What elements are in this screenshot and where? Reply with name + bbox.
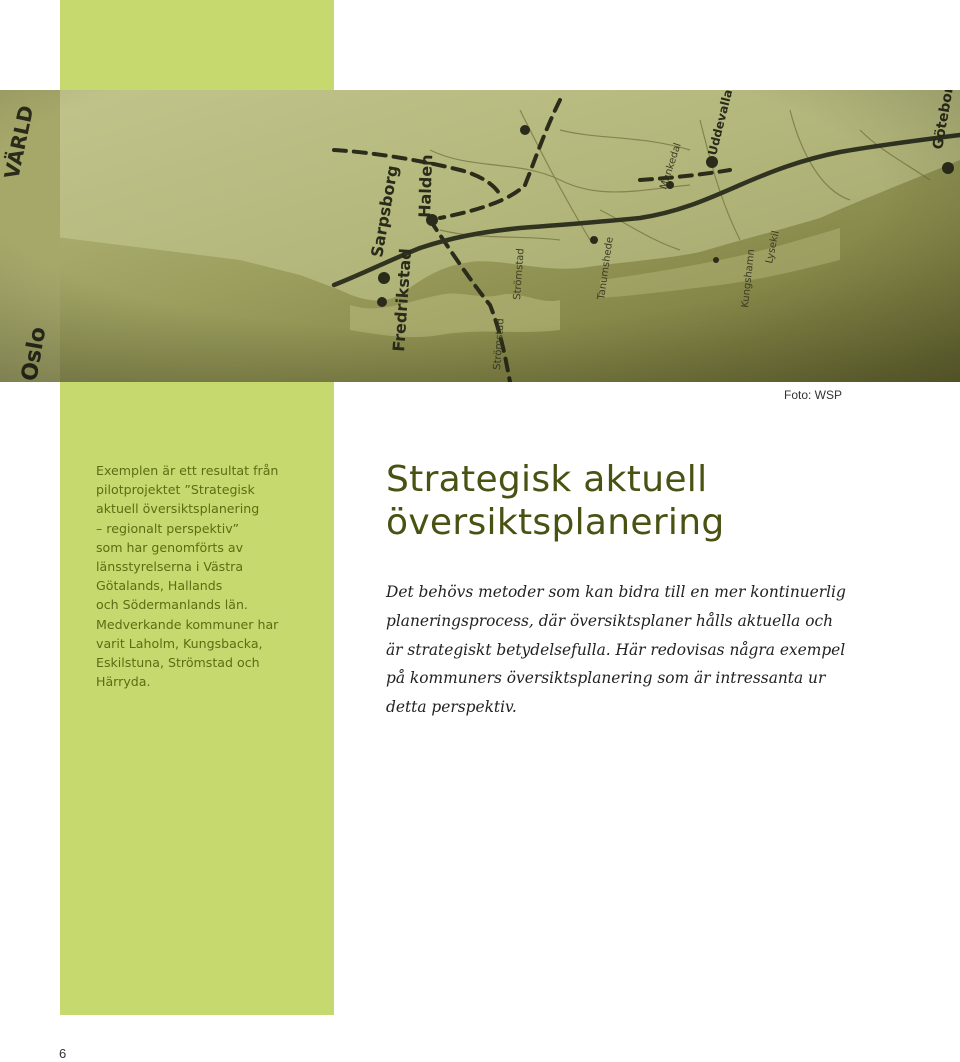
page-title: [386, 458, 725, 544]
intro-line: är strategiskt betydelsefulla. Här redovisas några exempel: [386, 640, 846, 659]
sidebar-line: varit Laholm, Kungsbacka,: [96, 635, 263, 651]
intro-line: planeringsprocess, där översiktsplaner hålls aktuella och: [386, 611, 833, 630]
sidebar-line: som har genomförts av: [96, 539, 244, 555]
page-title-line-2: översiktsplanering: [386, 502, 725, 543]
sidebar-line: Götalands, Hallands: [96, 578, 223, 594]
sidebar-line: Medverkande kommuner har: [96, 616, 279, 632]
sidebar-line: – regionalt perspektiv”: [96, 520, 239, 536]
page-title-line-1: Strategisk aktuell: [386, 459, 708, 500]
sidebar-line: pilotprojektet ”Strategisk: [96, 482, 255, 498]
map-photo: [0, 90, 960, 382]
sidebar-line: Eskilstuna, Strömstad och: [96, 655, 260, 671]
sidebar-line: aktuell översiktsplanering: [96, 501, 260, 517]
intro-line: på kommuners översiktsplanering som är intressanta ur: [386, 669, 826, 688]
page-number: 6: [59, 1046, 67, 1061]
sidebar-line: länsstyrelserna i Västra: [96, 559, 244, 575]
sidebar-intro-text: [96, 461, 311, 691]
photo-credit: Foto: WSP: [783, 388, 842, 402]
intro-line: detta perspektiv.: [386, 698, 517, 717]
intro-paragraph: [386, 578, 856, 722]
sidebar-line: och Södermanlands län.: [96, 597, 248, 613]
sidebar-line: Härryda.: [96, 674, 151, 690]
sidebar-line: Exemplen är ett resultat från: [96, 463, 279, 478]
intro-line: Det behövs metoder som kan bidra till en mer kontinuerlig: [386, 583, 846, 601]
